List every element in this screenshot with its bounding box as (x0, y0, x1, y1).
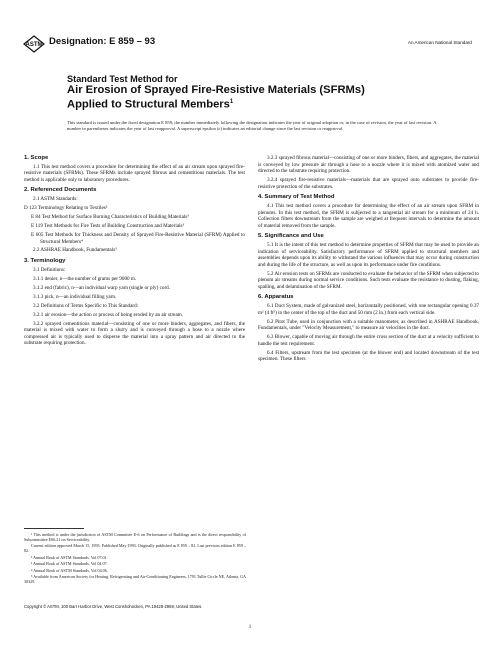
definition-sprayed-cementitious: 3.2.2 sprayed cementitious material—consisting of one or more binders, aggregates, and fibers, the material is mixed with water to form a slurry and is conveyed through a hose to a nozzle where compressed air is typically used to disperse the material into a spray pattern and air directed to the substrate requiring protection. (24, 320, 245, 347)
copyright-line: Copyright © ASTM, 100 Barr Harbor Drive, West Conshohocken, PA 19428-2959, United States. (24, 604, 203, 609)
section-heading-referenced-documents: 2. Referenced Documents (24, 187, 97, 194)
title-line-3-text: Applied to Structural Members (67, 99, 230, 112)
left-column (24, 155, 245, 349)
title-line-1: Standard Test Method for (67, 74, 178, 84)
definition-pick: 3.1.3 pick, n—an individual filling yarn. (33, 293, 117, 300)
national-standard-label: An American National Standard (407, 40, 472, 45)
definition-sprayed-fibrous: 3.2.3 sprayed fibrous material—consisting of one or more binders, fibers, and aggregates, the material is conveyed by low pressure air through a hose to a nozzle where it is mixed with atomized water and directed to the substrate requiring protection. (258, 155, 479, 175)
footnote-1: ¹ This method is under the jurisdiction of ASTM Committee E-6 on Performance of Buildings and is the direct responsibility of Subcommittee E06.21 on Serviceability. (24, 532, 246, 542)
paragraph-3-1: 3.1 Definitions: (33, 266, 66, 273)
section-heading-apparatus: 6. Apparatus (258, 294, 294, 301)
paragraph-2-2: 2.2 ASHRAE Handbook, Fundamentals⁵ (33, 247, 117, 254)
footnote-3: ³ Annual Book of ASTM Standards, Vol 04.07. (31, 561, 108, 567)
paragraph-6-3: 6.3 Blower, capable of moving air through the entire cross section of the duct at a velocity sufficient to handle the test requirement. (258, 334, 479, 347)
reference-e605: E 605 Test Methods for Thickness and Density of Sprayed Fire-Resistive Material (SFRM) Applied to Structural Members⁴ (31, 231, 245, 245)
paragraph-6-4: 6.4 Filters, upstream from the test specimen (at the blower end) and located downstream of the test specimen. These filters (258, 349, 479, 363)
reference-e84: E 84 Test Method for Surface Burning Characteristics of Building Materials³ (31, 213, 189, 220)
section-heading-scope: 1. Scope (24, 155, 49, 161)
section-heading-summary: 4. Summary of Test Method (258, 194, 335, 201)
page-number: 1 (248, 625, 252, 630)
reference-d123: D 123 Terminology Relating to Textiles² (24, 204, 108, 211)
section-heading-significance: 5. Significance and Use (258, 233, 324, 240)
footnote-divider (24, 528, 84, 529)
footnote-4: ⁴ Annual Book of ASTM Standards, Vol 04.06. (31, 567, 108, 573)
title-line-2: Air Erosion of Sprayed Fire-Resistive Materials (SFRMs) (67, 84, 365, 96)
definition-sfrm: 3.2.4 sprayed fire-resistive materials—materials that are sprayed onto substrates to provide fire-resistive protection of the substrates. (258, 177, 479, 190)
paragraph-1-1: 1.1 This test method covers a procedure for determining the effect of an air stream upon sprayed fire-resistive materials (SFRMs). These SFRMs include sprayed fibrous and cementitious materials. The test method is applicable only to laboratory procedures. (24, 163, 245, 183)
right-column (258, 155, 479, 365)
paragraph-6-2: 6.2 Pitot Tube, used in conjunction with a suitable manometer, as described in ASHRAE Handbook, Fundamentals, under "Velocity Measurement," to measure air velocities in the duct. (258, 318, 479, 332)
definition-air-erosion: 3.2.1 air erosion—the action or process of being eroded by an air stream. (33, 311, 184, 318)
title-line-3 (67, 96, 467, 111)
definition-denier: 3.1.1 denier, n—the number of grams per 9000 m. (33, 275, 137, 282)
title-footnote-mark: 1 (229, 99, 234, 106)
reference-e119: E 119 Test Methods for Fire Tests of Building Construction and Materials³ (31, 222, 185, 229)
paragraph-6-1: 6.1 Duct System, made of galvanized steel, horizontally positioned, with one rectangular opening 0.37 m² (4 ft²) in the center of the top of the duct and 50 mm (2 in.) from each vertical side. (258, 303, 479, 316)
footnotes (24, 532, 246, 585)
paragraph-4-1: 4.1 This test method covers a procedure for determining the effect of an air stream upon SFRM in plenums. In this test method, the SFRM is subjected to a tangential air stream for a minimum of 24 h. Collection filters downstream from the sample are weighed at frequent intervals to determine the amount of material removed from the sample. (258, 202, 479, 229)
footnote-1b: Current edition approved March 15, 1993. Published May 1993. Originally published as E 859 – 82. Last previous edition E 859 – 82. (24, 543, 246, 554)
section-heading-terminology: 3. Terminology (24, 258, 66, 265)
paragraph-2-1: 2.1 ASTM Standards: (33, 195, 78, 202)
astm-logo-icon (23, 35, 45, 53)
designation: Designation: E 859 – 93 (49, 36, 156, 47)
paragraph-5-2: 5.2 Air erosion tests on SFRMs are conducted to evaluate the behavior of the SFRM when subjected to plenum air streams during normal service conditions. Such tests evaluate the resistance to dusting, flaking, spalling, and delamination of the SFRM. (258, 270, 479, 290)
logo-text: ASTM (25, 42, 43, 48)
standard-note: This standard is issued under the fixed designation E 859; the number immediately following the designation indicates the year of original adoption or, in the case of revision, the year of last revision. A number in parentheses indicates the year of last reapproval. A superscript epsilon (ε) indicates an editorial change since the last revision or reapproval. (67, 120, 437, 131)
paragraph-3-2: 3.2 Definitions of Terms Specific to This Standard: (33, 302, 139, 309)
definition-end: 3.1.2 end (fabric), n—an individual warp yarn (single or ply) cord. (33, 284, 171, 291)
footnote-5: ⁵ Available from American Society for Heating, Refrigerating and Air-Conditioning Engineers, 1791 Tullie Circle NE, Atlanta, GA 30329. (24, 573, 246, 584)
paragraph-5-1: 5.1 It is the intent of this test method to determine properties of SFRM that may be used to provide an indication of serviceability. Satisfactory performance of SFRM applied to structural members and assemblies depends upon its ability to withstand the various influences that may occur during construction and during the life of the structure, as well as upon its performance under fire conditions. (258, 241, 479, 268)
document-title (67, 74, 467, 111)
footnote-2: ² Annual Book of ASTM Standards, Vol 07.01. (31, 554, 108, 560)
